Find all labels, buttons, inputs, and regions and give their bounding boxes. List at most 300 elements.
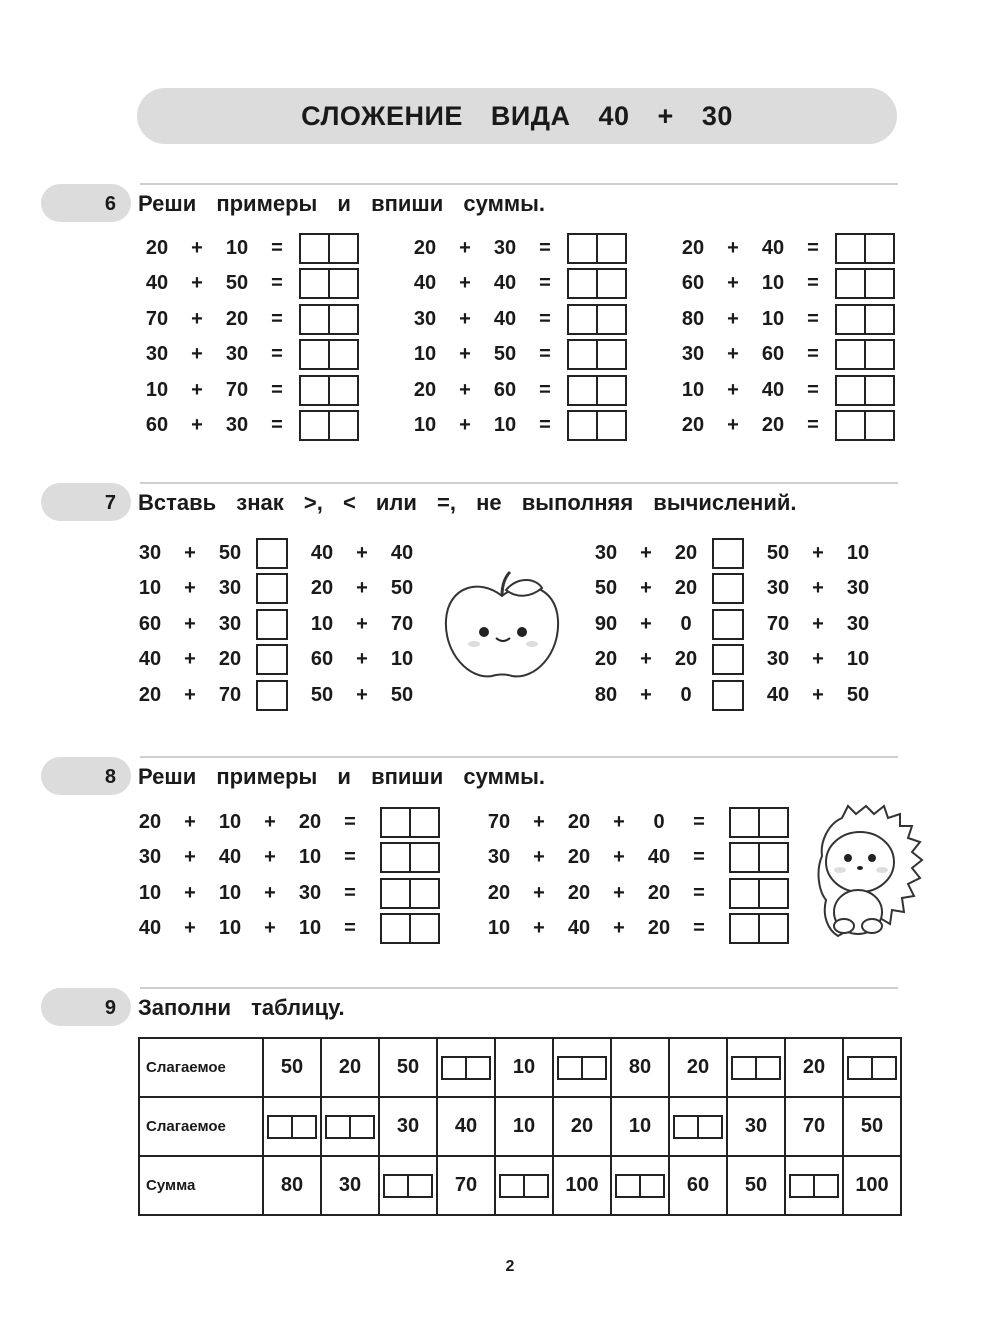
task-7-number: 7 <box>104 492 116 514</box>
answer-box[interactable] <box>729 807 789 838</box>
table-cell: 10 <box>495 1038 553 1097</box>
answer-tens-cell[interactable] <box>675 1117 697 1137</box>
addend: 50 <box>390 683 414 706</box>
addend: 10 <box>218 917 242 939</box>
answer-tens-cell[interactable] <box>569 377 596 404</box>
answer-ones-cell[interactable] <box>328 377 357 404</box>
plus-sign: + <box>640 541 652 564</box>
answer-tens-cell[interactable] <box>501 1176 523 1196</box>
addend: 20 <box>413 236 437 259</box>
table-cell: 20 <box>321 1038 379 1097</box>
table-cell[interactable] <box>379 1156 437 1215</box>
answer-tens-cell[interactable] <box>733 1058 755 1078</box>
addend: 20 <box>310 577 334 599</box>
answer-tens-cell[interactable] <box>382 880 409 907</box>
exercise-row <box>130 842 440 874</box>
sign-box[interactable] <box>712 644 744 675</box>
answer-tens-cell[interactable] <box>301 270 328 297</box>
addend: 10 <box>298 917 322 939</box>
addend: 20 <box>413 378 437 401</box>
exercise-row <box>137 232 359 264</box>
answer-box[interactable] <box>567 339 627 370</box>
answer-ones-cell[interactable] <box>639 1176 663 1196</box>
plus-sign: + <box>533 846 545 868</box>
addend: 20 <box>567 810 591 833</box>
answer-box[interactable] <box>299 410 359 441</box>
answer-ones-cell[interactable] <box>328 306 357 333</box>
plus-sign: + <box>727 307 739 330</box>
answer-tens-cell[interactable] <box>569 235 596 262</box>
exercise-row <box>137 303 359 335</box>
addend: 10 <box>138 577 162 599</box>
answer-tens-cell[interactable] <box>443 1058 465 1078</box>
exercise-row <box>130 913 440 945</box>
sign-box[interactable] <box>712 538 744 569</box>
answer-tens-cell[interactable] <box>731 844 758 871</box>
task-8-number: 8 <box>104 766 116 788</box>
answer-box[interactable] <box>835 339 895 370</box>
addend: 10 <box>413 343 437 365</box>
table-cell: 30 <box>379 1097 437 1156</box>
answer-box[interactable] <box>441 1056 491 1080</box>
addend: 40 <box>567 917 591 939</box>
sign-box[interactable] <box>712 573 744 604</box>
addend: 20 <box>647 881 671 904</box>
answer-box[interactable] <box>729 878 789 909</box>
plus-sign: + <box>459 236 471 259</box>
exercise-row <box>405 303 627 335</box>
answer-ones-cell[interactable] <box>409 880 438 907</box>
sign-box[interactable] <box>256 609 288 640</box>
plus-sign: + <box>459 343 471 365</box>
answer-box[interactable] <box>835 375 895 406</box>
addend: 30 <box>681 343 705 365</box>
comparison-row <box>130 608 422 640</box>
answer-box[interactable] <box>847 1056 897 1080</box>
sign-box[interactable] <box>712 680 744 711</box>
addend: 60 <box>493 378 517 401</box>
answer-tens-cell[interactable] <box>301 412 328 439</box>
table-cell[interactable] <box>843 1038 901 1097</box>
answer-ones-cell[interactable] <box>291 1117 315 1137</box>
plus-sign: + <box>812 541 824 564</box>
answer-ones-cell[interactable] <box>581 1058 605 1078</box>
answer-ones-cell[interactable] <box>864 306 893 333</box>
answer-box[interactable] <box>299 233 359 264</box>
addend: 30 <box>138 846 162 868</box>
answer-tens-cell[interactable] <box>731 880 758 907</box>
answer-ones-cell[interactable] <box>523 1176 547 1196</box>
answer-ones-cell[interactable] <box>697 1117 721 1137</box>
equals-sign: = <box>807 414 819 436</box>
equals-sign: = <box>344 810 356 833</box>
plus-sign: + <box>812 612 824 635</box>
plus-sign: + <box>184 577 196 599</box>
answer-box[interactable] <box>325 1115 375 1139</box>
answer-tens-cell[interactable] <box>301 235 328 262</box>
plus-sign: + <box>184 648 196 670</box>
addend: 70 <box>145 307 169 330</box>
addend: 50 <box>493 343 517 365</box>
plus-sign: + <box>533 810 545 833</box>
addend: 20 <box>681 236 705 259</box>
table-cell[interactable] <box>263 1097 321 1156</box>
answer-box[interactable] <box>380 913 440 944</box>
addend: 50 <box>225 272 249 294</box>
row-label: Слагаемое <box>139 1097 263 1156</box>
plus-sign: + <box>191 414 203 436</box>
table-cell: 80 <box>263 1156 321 1215</box>
answer-tens-cell[interactable] <box>837 270 864 297</box>
answer-box[interactable] <box>557 1056 607 1080</box>
plus-sign: + <box>264 810 276 833</box>
addend: 60 <box>145 414 169 436</box>
answer-ones-cell[interactable] <box>864 412 893 439</box>
answer-ones-cell[interactable] <box>755 1058 779 1078</box>
exercise-row <box>673 303 895 335</box>
answer-tens-cell[interactable] <box>837 235 864 262</box>
plus-sign: + <box>191 343 203 365</box>
addend: 50 <box>310 683 334 706</box>
plus-sign: + <box>191 378 203 401</box>
answer-box[interactable] <box>567 410 627 441</box>
answer-tens-cell[interactable] <box>731 915 758 942</box>
answer-tens-cell[interactable] <box>837 377 864 404</box>
answer-tens-cell[interactable] <box>327 1117 349 1137</box>
exercise-row <box>479 842 789 874</box>
answer-box[interactable] <box>835 268 895 299</box>
task-8-instruction: Реши примеры и впиши суммы. <box>138 764 546 789</box>
plus-sign: + <box>184 881 196 904</box>
answer-box[interactable] <box>567 233 627 264</box>
answer-box[interactable] <box>789 1174 839 1198</box>
table-row <box>139 1038 901 1097</box>
answer-tens-cell[interactable] <box>617 1176 639 1196</box>
answer-box[interactable] <box>729 913 789 944</box>
table-cell: 50 <box>263 1038 321 1097</box>
exercise-row <box>673 232 895 264</box>
comparison-row <box>130 573 422 605</box>
plus-sign: + <box>191 236 203 259</box>
answer-ones-cell[interactable] <box>864 270 893 297</box>
plus-sign: + <box>727 272 739 294</box>
answer-ones-cell[interactable] <box>758 844 787 871</box>
equals-sign: = <box>807 343 819 365</box>
answer-ones-cell[interactable] <box>864 377 893 404</box>
answer-tens-cell[interactable] <box>569 270 596 297</box>
answer-ones-cell[interactable] <box>409 844 438 871</box>
answer-tens-cell[interactable] <box>301 341 328 368</box>
equals-sign: = <box>344 881 356 904</box>
answer-ones-cell[interactable] <box>596 235 625 262</box>
plus-sign: + <box>640 577 652 599</box>
answer-ones-cell[interactable] <box>328 341 357 368</box>
answer-box[interactable] <box>567 375 627 406</box>
sign-box[interactable] <box>256 680 288 711</box>
answer-ones-cell[interactable] <box>758 880 787 907</box>
plus-sign: + <box>356 648 368 670</box>
answer-ones-cell[interactable] <box>596 412 625 439</box>
answer-box[interactable] <box>299 375 359 406</box>
addend: 40 <box>647 846 671 868</box>
task-7-rule <box>140 482 898 484</box>
table-cell: 20 <box>669 1038 727 1097</box>
comparison-row <box>130 679 422 711</box>
equals-sign: = <box>539 343 551 365</box>
addend: 20 <box>681 414 705 436</box>
addend: 40 <box>766 683 790 706</box>
plus-sign: + <box>613 810 625 833</box>
addend: 70 <box>218 683 242 706</box>
answer-tens-cell[interactable] <box>849 1058 871 1078</box>
addend: 20 <box>594 648 618 670</box>
addend: 20 <box>761 414 785 436</box>
answer-ones-cell[interactable] <box>864 235 893 262</box>
plus-sign: + <box>613 881 625 904</box>
plus-sign: + <box>459 272 471 294</box>
table-cell: 80 <box>611 1038 669 1097</box>
addend: 30 <box>413 307 437 330</box>
answer-box[interactable] <box>299 339 359 370</box>
table-row <box>139 1156 901 1215</box>
apple-illustration <box>440 568 565 683</box>
addend: 30 <box>766 648 790 670</box>
answer-ones-cell[interactable] <box>465 1058 489 1078</box>
addend: 30 <box>225 414 249 436</box>
addend: 30 <box>218 612 242 635</box>
table-cell: 60 <box>669 1156 727 1215</box>
answer-ones-cell[interactable] <box>758 809 787 836</box>
answer-box[interactable] <box>567 268 627 299</box>
table-cell[interactable] <box>611 1156 669 1215</box>
table-cell[interactable] <box>321 1097 379 1156</box>
answer-box[interactable] <box>383 1174 433 1198</box>
exercise-row <box>405 339 627 371</box>
plus-sign: + <box>264 917 276 939</box>
addend: 20 <box>487 881 511 904</box>
task-6-instruction: Реши примеры и впиши суммы. <box>138 191 546 216</box>
addend: 40 <box>493 307 517 330</box>
sign-box[interactable] <box>256 538 288 569</box>
answer-box[interactable] <box>299 268 359 299</box>
addend: 70 <box>487 810 511 833</box>
equals-sign: = <box>271 236 283 259</box>
table-cell[interactable] <box>437 1038 495 1097</box>
answer-ones-cell[interactable] <box>596 377 625 404</box>
equals-sign: = <box>271 272 283 294</box>
equals-sign: = <box>539 307 551 330</box>
plus-sign: + <box>640 612 652 635</box>
addend: 10 <box>681 378 705 401</box>
answer-ones-cell[interactable] <box>596 341 625 368</box>
addend: 50 <box>390 577 414 599</box>
addend: 30 <box>218 577 242 599</box>
exercise-row <box>673 410 895 442</box>
answer-tens-cell[interactable] <box>569 341 596 368</box>
exercise-row <box>673 374 895 406</box>
answer-ones-cell[interactable] <box>409 915 438 942</box>
exercise-row <box>137 410 359 442</box>
addend: 30 <box>145 343 169 365</box>
plus-sign: + <box>812 683 824 706</box>
addend: 20 <box>138 810 162 833</box>
plus-sign: + <box>727 236 739 259</box>
answer-tens-cell[interactable] <box>382 915 409 942</box>
task-8-rule <box>140 756 898 758</box>
answer-ones-cell[interactable] <box>407 1176 431 1196</box>
plus-sign: + <box>356 577 368 599</box>
addend: 30 <box>846 612 870 635</box>
answer-ones-cell[interactable] <box>813 1176 837 1196</box>
addend: 20 <box>647 917 671 939</box>
addend: 50 <box>594 577 618 599</box>
answer-box[interactable] <box>499 1174 549 1198</box>
addend: 30 <box>138 541 162 564</box>
addend: 60 <box>310 648 334 670</box>
plus-sign: + <box>613 917 625 939</box>
answer-tens-cell[interactable] <box>301 377 328 404</box>
addend: 0 <box>680 683 692 706</box>
addition-table <box>138 1037 902 1216</box>
page-title: СЛОЖЕНИЕ ВИДА 40 + 30 <box>301 100 733 131</box>
answer-tens-cell[interactable] <box>837 306 864 333</box>
table-cell: 10 <box>495 1097 553 1156</box>
equals-sign: = <box>539 378 551 401</box>
sign-box[interactable] <box>256 573 288 604</box>
answer-ones-cell[interactable] <box>596 306 625 333</box>
addend: 10 <box>298 846 322 868</box>
addend: 10 <box>310 612 334 635</box>
answer-tens-cell[interactable] <box>559 1058 581 1078</box>
answer-tens-cell[interactable] <box>269 1117 291 1137</box>
answer-box[interactable] <box>731 1056 781 1080</box>
answer-tens-cell[interactable] <box>837 341 864 368</box>
answer-tens-cell[interactable] <box>385 1176 407 1196</box>
table-cell[interactable] <box>553 1038 611 1097</box>
answer-box[interactable] <box>835 410 895 441</box>
plus-sign: + <box>727 378 739 401</box>
comparison-row <box>130 537 422 569</box>
table-cell: 50 <box>843 1097 901 1156</box>
page-number: 2 <box>505 1258 515 1275</box>
answer-ones-cell[interactable] <box>864 341 893 368</box>
addend: 20 <box>225 307 249 330</box>
table-cell[interactable] <box>727 1038 785 1097</box>
answer-ones-cell[interactable] <box>328 412 357 439</box>
plus-sign: + <box>459 307 471 330</box>
plus-sign: + <box>356 612 368 635</box>
plus-sign: + <box>184 810 196 833</box>
table-cell[interactable] <box>669 1097 727 1156</box>
answer-box[interactable] <box>673 1115 723 1139</box>
addend: 20 <box>218 648 242 670</box>
equals-sign: = <box>807 236 819 259</box>
answer-box[interactable] <box>729 842 789 873</box>
sign-box[interactable] <box>256 644 288 675</box>
comparison-row <box>586 537 878 569</box>
equals-sign: = <box>344 917 356 939</box>
exercise-row <box>137 374 359 406</box>
answer-box[interactable] <box>299 304 359 335</box>
answer-tens-cell[interactable] <box>569 306 596 333</box>
row-label: Сумма <box>139 1156 263 1215</box>
comparison-row <box>586 573 878 605</box>
answer-tens-cell[interactable] <box>301 306 328 333</box>
plus-sign: + <box>812 577 824 599</box>
task-9-number: 9 <box>104 997 116 1019</box>
answer-tens-cell[interactable] <box>837 412 864 439</box>
answer-box[interactable] <box>267 1115 317 1139</box>
exercise-row <box>405 232 627 264</box>
addend: 50 <box>218 541 242 564</box>
comparison-row <box>130 644 422 676</box>
addend: 10 <box>145 378 169 401</box>
table-cell: 70 <box>437 1156 495 1215</box>
answer-ones-cell[interactable] <box>758 915 787 942</box>
plus-sign: + <box>812 648 824 670</box>
equals-sign: = <box>693 917 705 939</box>
answer-ones-cell[interactable] <box>596 270 625 297</box>
answer-box[interactable] <box>835 233 895 264</box>
table-cell: 20 <box>553 1097 611 1156</box>
answer-box[interactable] <box>835 304 895 335</box>
answer-tens-cell[interactable] <box>382 809 409 836</box>
addend: 50 <box>766 541 790 564</box>
addend: 40 <box>138 917 162 939</box>
addend: 10 <box>218 881 242 904</box>
addend: 20 <box>298 810 322 833</box>
answer-ones-cell[interactable] <box>871 1058 895 1078</box>
plus-sign: + <box>459 414 471 436</box>
addend: 70 <box>766 612 790 635</box>
addend: 20 <box>567 846 591 868</box>
answer-box[interactable] <box>380 842 440 873</box>
table-cell: 10 <box>611 1097 669 1156</box>
addend: 10 <box>225 236 249 259</box>
answer-ones-cell[interactable] <box>328 270 357 297</box>
task-9-rule <box>140 987 898 989</box>
answer-tens-cell[interactable] <box>791 1176 813 1196</box>
answer-ones-cell[interactable] <box>409 809 438 836</box>
hedgehog-illustration <box>808 800 926 948</box>
answer-tens-cell[interactable] <box>731 809 758 836</box>
answer-box[interactable] <box>615 1174 665 1198</box>
addend: 60 <box>681 272 705 294</box>
plus-sign: + <box>184 612 196 635</box>
addend: 30 <box>487 846 511 868</box>
row-label: Слагаемое <box>139 1038 263 1097</box>
answer-ones-cell[interactable] <box>328 235 357 262</box>
answer-tens-cell[interactable] <box>382 844 409 871</box>
exercise-row <box>405 374 627 406</box>
table-cell[interactable] <box>495 1156 553 1215</box>
answer-ones-cell[interactable] <box>349 1117 373 1137</box>
equals-sign: = <box>271 414 283 436</box>
plus-sign: + <box>184 846 196 868</box>
table-row <box>139 1097 901 1156</box>
sign-box[interactable] <box>712 609 744 640</box>
addend: 40 <box>218 846 242 868</box>
addend: 40 <box>138 648 162 670</box>
exercise-row <box>405 410 627 442</box>
comparison-row <box>586 608 878 640</box>
answer-tens-cell[interactable] <box>569 412 596 439</box>
table-cell[interactable] <box>785 1156 843 1215</box>
plus-sign: + <box>640 648 652 670</box>
answer-box[interactable] <box>380 878 440 909</box>
answer-box[interactable] <box>567 304 627 335</box>
answer-box[interactable] <box>380 807 440 838</box>
